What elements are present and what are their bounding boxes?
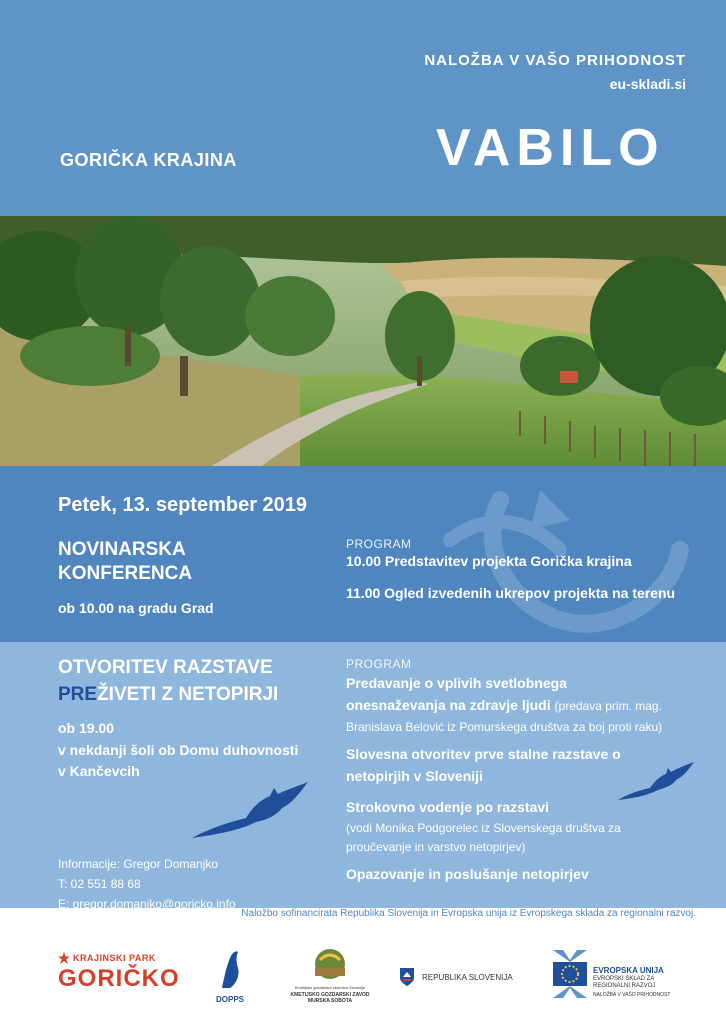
eu-line: EVROPSKI SKLAD ZA (593, 976, 655, 982)
contact-info (58, 854, 236, 914)
conference-title-line2: KONFERENCA (58, 563, 193, 584)
eu-slogan: NALOŽBA V VAŠO PRIHODNOST (424, 52, 686, 69)
eu-link[interactable]: eu-skladi.si (609, 76, 686, 92)
funding-note: Naložbo sofinancirata Republika Slovenija in Evropska unija iz Evropskega sklada za regionalni razvoj. (241, 908, 696, 919)
program-item-detail: Branislava Belović iz Pomurskega društva za boj proti raku) (346, 720, 663, 734)
exhibition-place: v Kančevcih (58, 763, 140, 779)
program-item-note: (predava prim. mag. (554, 699, 662, 713)
exhibition-title-rest: ŽIVETI Z NETOPIRJI (97, 684, 279, 705)
eu-fund-logo (553, 950, 703, 1002)
eu-line: REGIONALNI RAZVOJ (593, 983, 656, 989)
park-logo-big: GORIČKO (58, 965, 180, 992)
kgz-line: MURSKA SOBOTA (307, 998, 353, 1004)
eu-flag-icon (553, 950, 587, 998)
program-item: Strokovno vodenje po razstavi (346, 799, 550, 815)
program-item: 11.00 Ogled izvedenih ukrepov projekta na terenu (346, 585, 676, 601)
contact-phone[interactable]: T: 02 551 88 68 (58, 877, 141, 891)
kgz-logo (290, 946, 370, 1006)
exhibition-title-highlight: PRE (58, 684, 98, 705)
bird-icon (210, 948, 250, 990)
eu-line: NALOŽBA V VAŠO PRIHODNOST (593, 992, 671, 998)
conference-title-line1: NOVINARSKA (58, 539, 186, 560)
kgz-line: Kmetijsko gozdarska zbornica Slovenije (294, 985, 366, 990)
krajinski-park-logo (58, 952, 180, 1002)
eu-line: EVROPSKA UNIJA (593, 966, 664, 975)
conference-time-place: ob 10.00 na gradu Grad (58, 600, 214, 616)
coat-of-arms-icon (400, 968, 414, 986)
program-label: PROGRAM (346, 657, 412, 671)
dopps-label: DOPPS (215, 995, 244, 1004)
program-label: PROGRAM (346, 537, 412, 551)
program-item (346, 697, 662, 713)
republika-logo (400, 968, 513, 986)
star-icon (58, 952, 70, 964)
program-item: Slovesna otvoritev prve stalne razstave o (346, 746, 621, 762)
dopps-logo (210, 948, 250, 1004)
contact-name: Informacije: Gregor Domanjko (58, 857, 219, 871)
program-item: Predavanje o vplivih svetlobnega (346, 675, 567, 691)
page-title: VABILO (436, 119, 665, 177)
region-title: GORIČKA KRAJINA (60, 150, 237, 170)
exhibition-title-line2 (58, 684, 278, 706)
bat-icon (616, 760, 696, 804)
program-item-detail: proučevanje in varstvo netopirjev) (346, 840, 526, 854)
program-item: 10.00 Predstavitev projekta Gorička krajina (346, 553, 632, 569)
field-emblem-icon (290, 946, 370, 980)
bat-icon (190, 778, 310, 842)
exhibition-title-line1: OTVORITEV RAZSTAVE (58, 657, 273, 678)
conference-title (58, 538, 298, 586)
program-item: Opazovanje in poslušanje netopirjev (346, 866, 589, 882)
event-date: Petek, 13. september 2019 (58, 494, 308, 516)
exhibition-place: v nekdanji šoli ob Domu duhovnosti (58, 742, 299, 758)
landscape-photo (0, 216, 726, 466)
header-band (0, 0, 726, 216)
republika-label: REPUBLIKA SLOVENIJA (422, 972, 513, 982)
contact-email[interactable]: E: gregor.domanjko@goricko.info (58, 897, 236, 911)
program-item-detail: (vodi Monika Podgorelec iz Slovenskega društva za (346, 821, 621, 835)
exhibition-time: ob 19.00 (58, 720, 115, 736)
program-item: netopirjih v Sloveniji (346, 768, 483, 784)
park-logo-small: KRAJINSKI PARK (73, 953, 156, 963)
program-item-title: onesnaževanja na zdravje ljudi (346, 697, 551, 713)
kgz-line: KMETIJSKO GOZDARSKI ZAVOD (290, 992, 370, 998)
